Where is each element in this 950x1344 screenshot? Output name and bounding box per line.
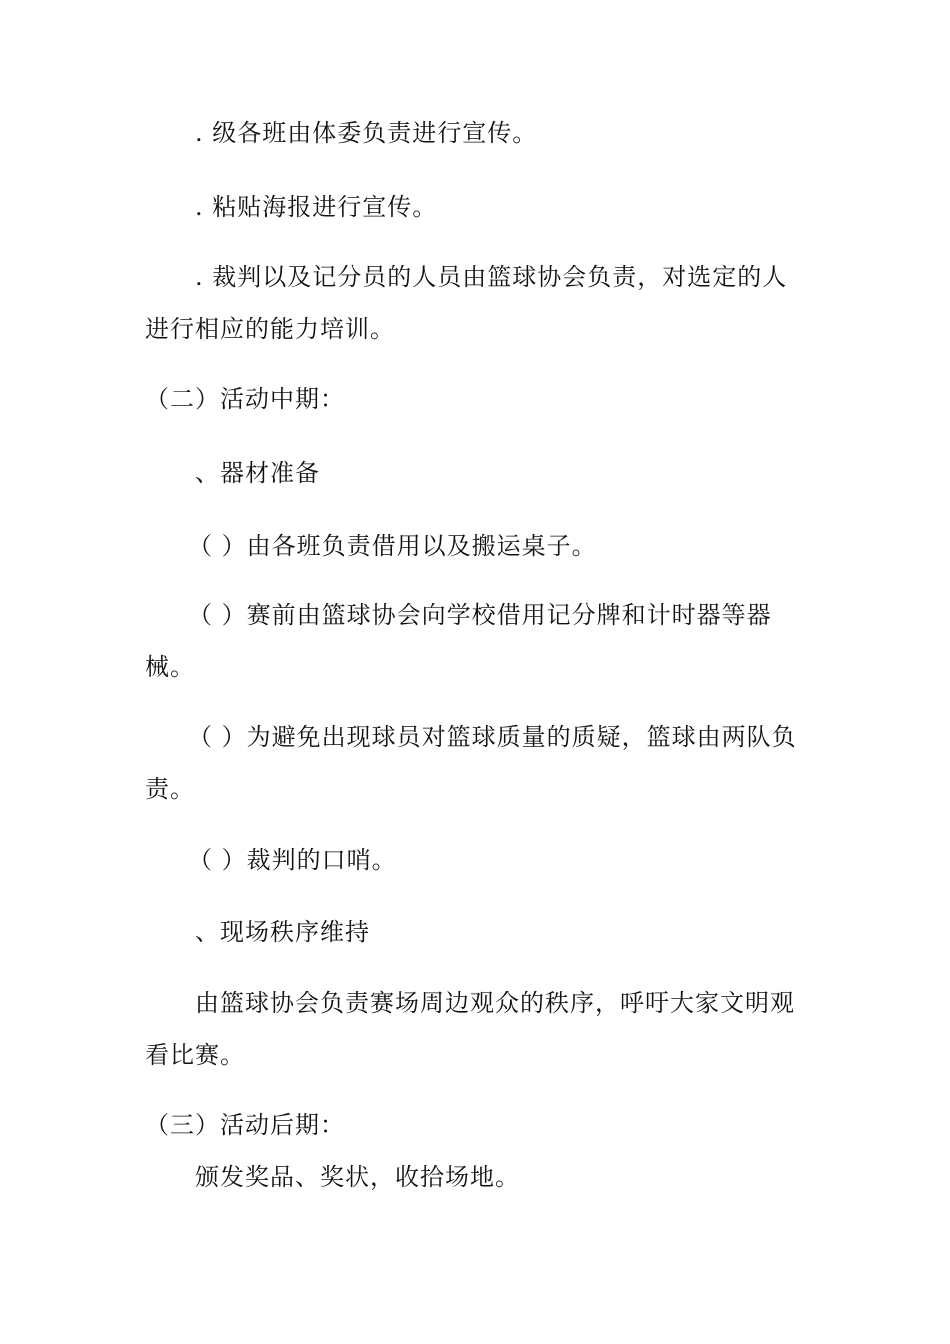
paragraph-line-publicity-class: . 级各班由体委负责进行宣传。 (195, 119, 538, 147)
paragraph-line-order-2: 看比赛。 (145, 1041, 245, 1069)
list-item-scoreboard-2: 械。 (145, 653, 195, 681)
section-heading-late-phase: （三）活动后期： (145, 1111, 345, 1139)
subheading-equipment: 、器材准备 (195, 459, 320, 487)
list-item-basketball-2: 责。 (145, 775, 195, 803)
paragraph-line-awards: 颁发奖品、奖状，收拾场地。 (195, 1163, 520, 1191)
list-item-scoreboard-1: （ ）赛前由篮球协会向学校借用记分牌和计时器等器 (188, 601, 772, 629)
paragraph-line-order-1: 由篮球协会负责赛场周边观众的秩序，呼吁大家文明观 (195, 989, 795, 1017)
list-item-whistle: （ ）裁判的口哨。 (188, 846, 397, 874)
section-heading-mid-phase: （二）活动中期： (145, 385, 345, 413)
subheading-order: 、现场秩序维持 (195, 918, 370, 946)
paragraph-line-poster: . 粘贴海报进行宣传。 (195, 193, 438, 221)
paragraph-line-referee-2: 进行相应的能力培训。 (145, 315, 395, 343)
paragraph-line-referee-1: . 裁判以及记分员的人员由篮球协会负责，对选定的人 (195, 263, 788, 291)
list-item-tables: （ ）由各班负责借用以及搬运桌子。 (188, 532, 597, 560)
list-item-basketball-1: （ ）为避免出现球员对篮球质量的质疑，篮球由两队负 (188, 723, 797, 751)
